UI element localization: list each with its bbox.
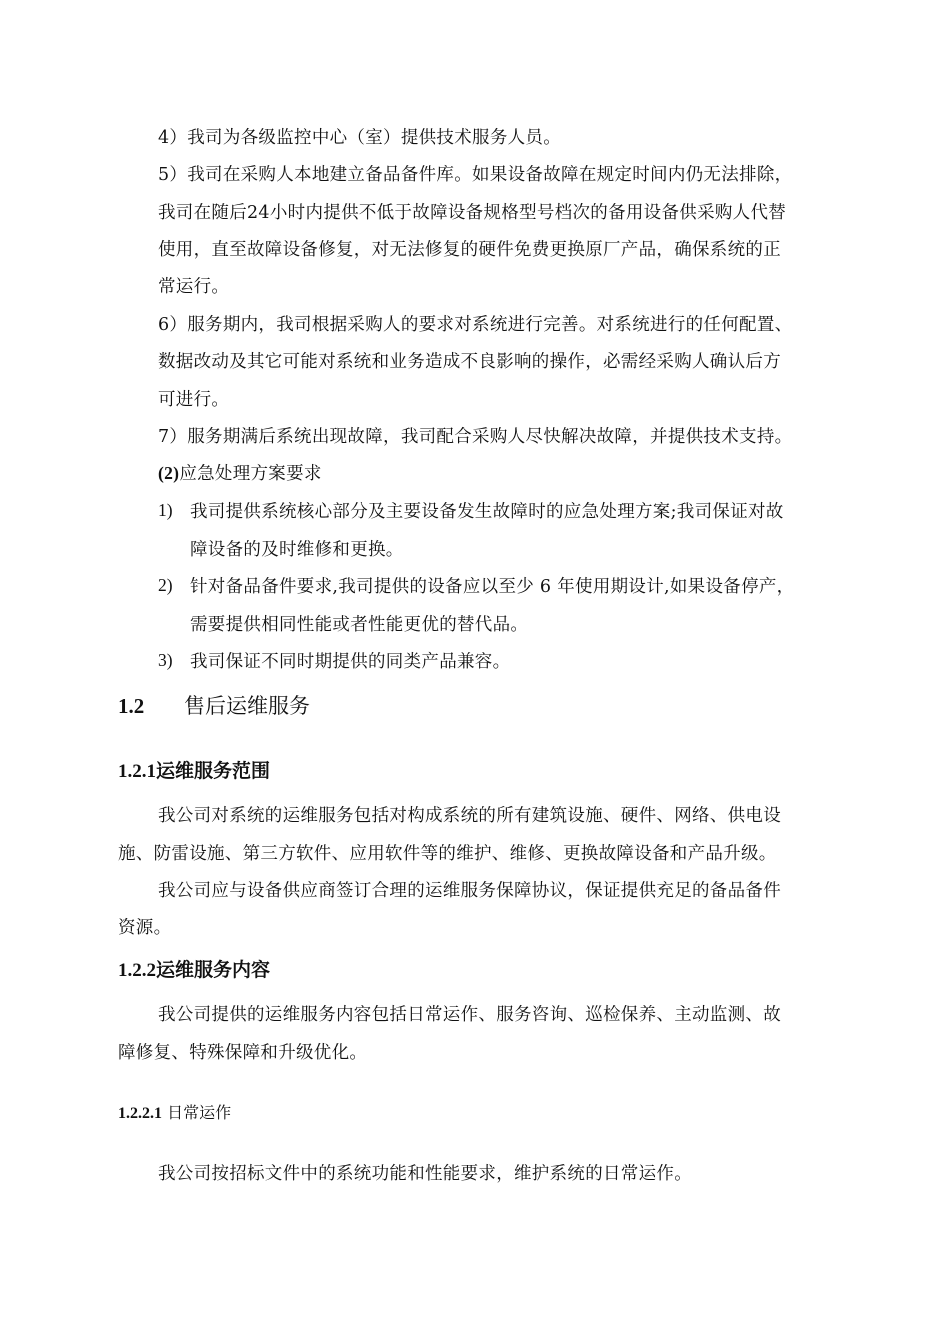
daily-operation-paragraph: 我公司按招标文件中的系统功能和性能要求，维护系统的日常运作。 — [158, 1164, 692, 1184]
section-heading-1-2-2 — [118, 955, 270, 982]
emergency-item-1-line-2: 障设备的及时维修和更换。 — [190, 540, 404, 560]
scope-paragraph-1-line-1: 我公司对系统的运维服务包括对构成系统的所有建筑设施、硬件、网络、供电设 — [158, 806, 781, 826]
paragraph-5-line-4: 常运行。 — [158, 277, 230, 297]
paragraph-5-line-3: 使用，直至故障设备修复，对无法修复的硬件免费更换原厂产品，确保系统的正 — [158, 240, 781, 260]
emergency-heading-title: 应急处理方案要求 — [179, 464, 322, 484]
emergency-heading-number: (2) — [158, 463, 180, 483]
paragraph-7: 7）服务期满后系统出现故障，我司配合采购人尽快解决故障，并提供技术支持。 — [158, 427, 793, 447]
section-title: 日常运作 — [167, 1103, 232, 1122]
emergency-item-1-number: 1) — [158, 500, 173, 520]
emergency-item-2-line-1: 针对备品备件要求,我司提供的设备应以至少 6 年使用期设计,如果设备停产， — [190, 577, 795, 597]
emergency-heading — [158, 460, 322, 485]
paragraph-4: 4）我司为各级监控中心（室）提供技术服务人员。 — [158, 128, 562, 148]
section-number: 1.2.2 — [118, 960, 156, 981]
paragraph-6-line-1: 6）服务期内，我司根据采购人的要求对系统进行完善。对系统进行的任何配置、 — [158, 315, 793, 335]
scope-paragraph-1-line-2: 施、防雷设施、第三方软件、应用软件等的维护、维修、更换故障设备和产品升级。 — [118, 844, 777, 864]
scope-paragraph-2-line-2: 资源。 — [118, 918, 172, 938]
emergency-item-2-line-2: 需要提供相同性能或者性能更优的替代品。 — [190, 615, 529, 635]
emergency-item-1-line-1: 我司提供系统核心部分及主要设备发生故障时的应急处理方案;我司保证对故 — [190, 502, 784, 522]
content-paragraph-line-1: 我公司提供的运维服务内容包括日常运作、服务咨询、巡检保养、主动监测、故 — [158, 1005, 781, 1025]
section-title: 售后运维服务 — [184, 694, 310, 718]
section-title: 运维服务范围 — [156, 760, 271, 782]
paragraph-5-line-2: 我司在随后24小时内提供不低于故障设备规格型号档次的备用设备供采购人代替 — [158, 203, 787, 223]
section-number: 1.2 — [118, 694, 145, 718]
section-title: 运维服务内容 — [156, 959, 271, 981]
paragraph-6-line-2: 数据改动及其它可能对系统和业务造成不良影响的操作，必需经采购人确认后方 — [158, 352, 781, 372]
emergency-item-2-number: 2) — [158, 575, 173, 595]
scope-paragraph-2-line-1: 我公司应与设备供应商签订合理的运维服务保障协议，保证提供充足的备品备件 — [158, 881, 781, 901]
paragraph-5-line-1: 5）我司在采购人本地建立备品备件库。如果设备故障在规定时间内仍无法排除， — [158, 165, 793, 185]
section-heading-1-2 — [118, 690, 310, 720]
section-number: 1.2.2.1 — [118, 1105, 162, 1122]
emergency-item-3-line-1: 我司保证不同时期提供的同类产品兼容。 — [190, 652, 511, 672]
section-heading-1-2-2-1 — [118, 1100, 231, 1123]
paragraph-6-line-3: 可进行。 — [158, 390, 230, 410]
emergency-item-3-number: 3) — [158, 650, 173, 670]
content-paragraph-line-2: 障修复、特殊保障和升级优化。 — [118, 1043, 368, 1063]
section-heading-1-2-1 — [118, 756, 270, 783]
section-number: 1.2.1 — [118, 761, 156, 782]
